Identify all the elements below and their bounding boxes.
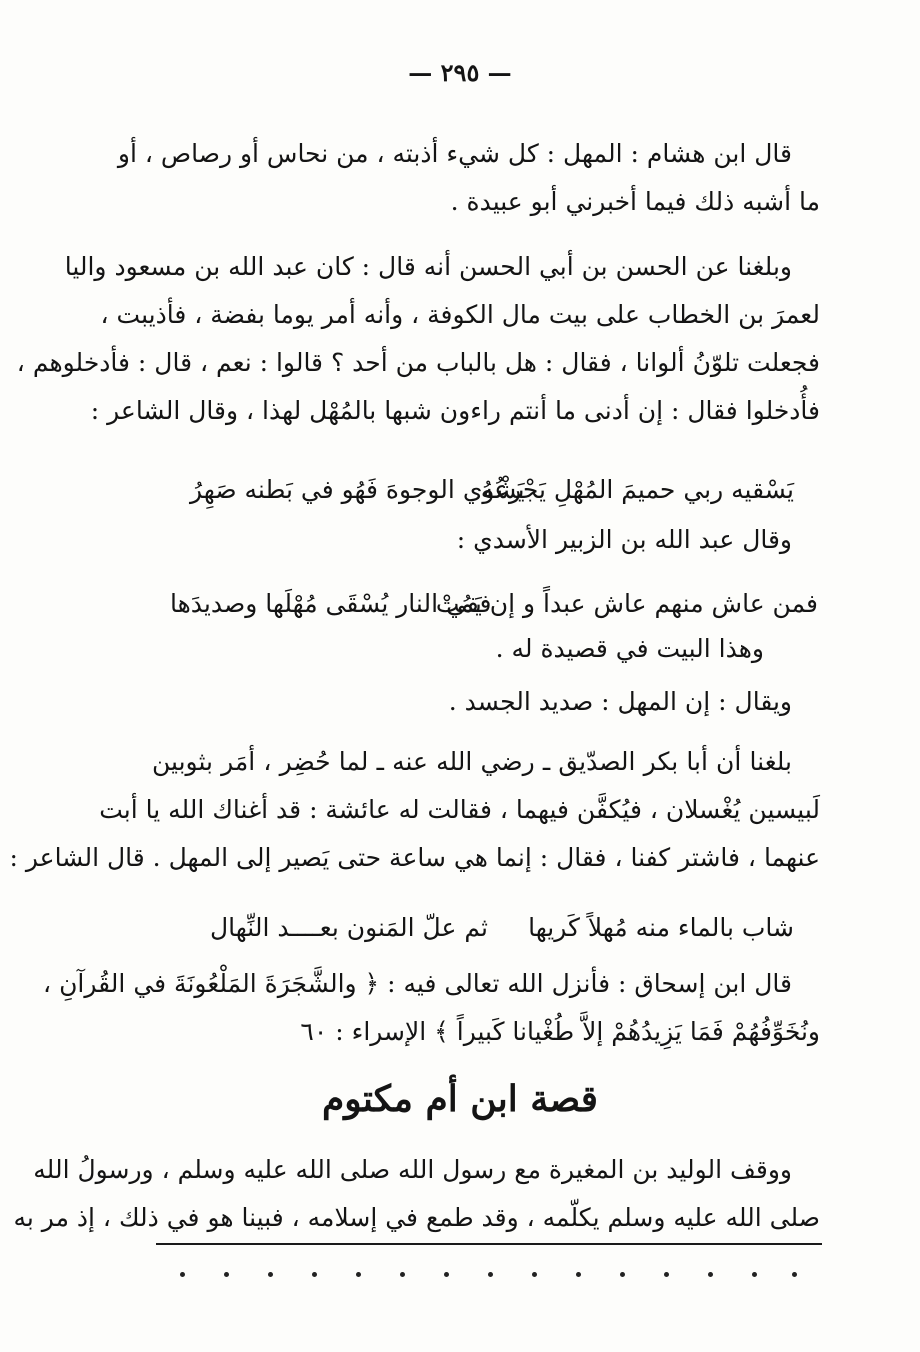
poem-intro: [152, 516, 792, 564]
dot-ornament: [664, 1272, 669, 1277]
text-line: فجعلت تلوّنُ ألوانا ، فقال : هل بالباب من أحد ؟ قالوا : نعم ، قال : فأدخلوهم ،: [16, 348, 820, 377]
poem-verse: [210, 904, 794, 952]
dot-ornament: [400, 1272, 405, 1277]
dot-ornament: [488, 1272, 493, 1277]
text-line: بلغنا أن أبا بكر الصدّيق ـ رضي الله عنه ـ لما حُضِر ، أمَر بثوبين: [152, 747, 792, 776]
verse-first-hemistich: يَسْقيه ربي حميمَ المُهْلِ يَجْرعُهُ: [480, 475, 794, 504]
text-line: ما أشبه ذلك فيما أخبرني أبو عبيدة .: [450, 187, 820, 216]
paragraph-abu-bakr: [9, 738, 820, 882]
text-line: لَبيسين يُغْسلان ، فيُكفَّن فيهما ، فقالت له عائشة : قد أغناك الله يا أبت: [99, 795, 820, 824]
text-line: وهذا البيت في قصيدة له .: [495, 634, 764, 663]
page-number: — ٢٩٥ —: [408, 58, 512, 87]
dot-ornament: [532, 1272, 537, 1277]
poem-verse: [190, 466, 794, 514]
dot-ornament: [708, 1272, 713, 1277]
text-line: ويقال : إن المهل : صديد الجسد .: [448, 687, 792, 716]
dot-ornament: [576, 1272, 581, 1277]
dot-ornament: [268, 1272, 273, 1277]
verse-second-hemistich: ثم علّ المَنون بعــــد النِّهال: [210, 913, 488, 942]
dot-ornament: [752, 1272, 757, 1277]
bottom-divider: [156, 1243, 822, 1245]
text-line: لعمرَ بن الخطاب على بيت مال الكوفة ، وأنه أمر يوما بفضة ، فأذيبت ،: [100, 300, 820, 329]
text-line: فأُدخلوا فقال : إن أدنى ما أنتم راءون شبها بالمُهْل لهذا ، وقال الشاعر :: [90, 396, 820, 425]
dot-ornament: [356, 1272, 361, 1277]
dot-ornament: [792, 1272, 797, 1277]
verse-first-hemistich: شاب بالماء منه مُهلاً كَريها: [528, 913, 794, 942]
decorative-dots: [180, 1272, 800, 1282]
verse-note: [152, 625, 764, 673]
text-line: وقال عبد الله بن الزبير الأسدي :: [456, 525, 792, 554]
text-line: وبلغنا عن الحسن بن أبي الحسن أنه قال : كان عبد الله بن مسعود واليا: [64, 252, 792, 281]
paragraph-pus-definition: [152, 678, 820, 726]
dot-ornament: [224, 1272, 229, 1277]
verse-second-hemistich: ففي النار يُسْقَى مُهْلَها وصديدَها: [170, 589, 492, 618]
dot-ornament: [620, 1272, 625, 1277]
poem-verse: [170, 580, 818, 628]
paragraph-ibn-masud: [16, 243, 820, 435]
section-heading: قصة ابن أم مكتوم: [322, 1078, 598, 1120]
text-line: ونُخَوِّفُهُمْ فَمَا يَزِيدُهُمْ إلاَّ طُغْيانا كَبيراً ﴾ الإسراء : ٦٠: [300, 1017, 820, 1046]
paragraph-mahl-definition: [117, 130, 820, 226]
verse-second-hemistich: يَشْوي الوجوهَ فَهُو في بَطنه صَهِرُ: [190, 475, 525, 504]
text-line: صلى الله عليه وسلم يكلّمه ، وقد طمع في إسلامه ، فبينا هو في ذلك ، إذ مر به: [13, 1203, 820, 1232]
paragraph-walid: [13, 1146, 820, 1242]
text-line: عنهما ، فاشتر كفنا ، فقال : إنما هي ساعة حتى يَصير إلى المهل . قال الشاعر :: [9, 843, 820, 872]
text-line: قال ابن هشام : المهل : كل شيء أذبته ، من نحاس أو رصاص ، أو: [117, 139, 792, 168]
dot-ornament: [312, 1272, 317, 1277]
paragraph-quran-verse: [43, 960, 820, 1056]
text-line: ووقف الوليد بن المغيرة مع رسول الله صلى الله عليه وسلم ، ورسولُ الله: [33, 1155, 792, 1184]
verse-first-hemistich: فمن عاش منهم عاش عبداً و إن يَمُتْ: [435, 589, 818, 618]
dot-ornament: [180, 1272, 185, 1277]
text-line: قال ابن إسحاق : فأنزل الله تعالى فيه : ﴿ والشَّجَرَةَ المَلْعُونَةَ في القُرآنِ ،: [43, 969, 792, 998]
dot-ornament: [444, 1272, 449, 1277]
